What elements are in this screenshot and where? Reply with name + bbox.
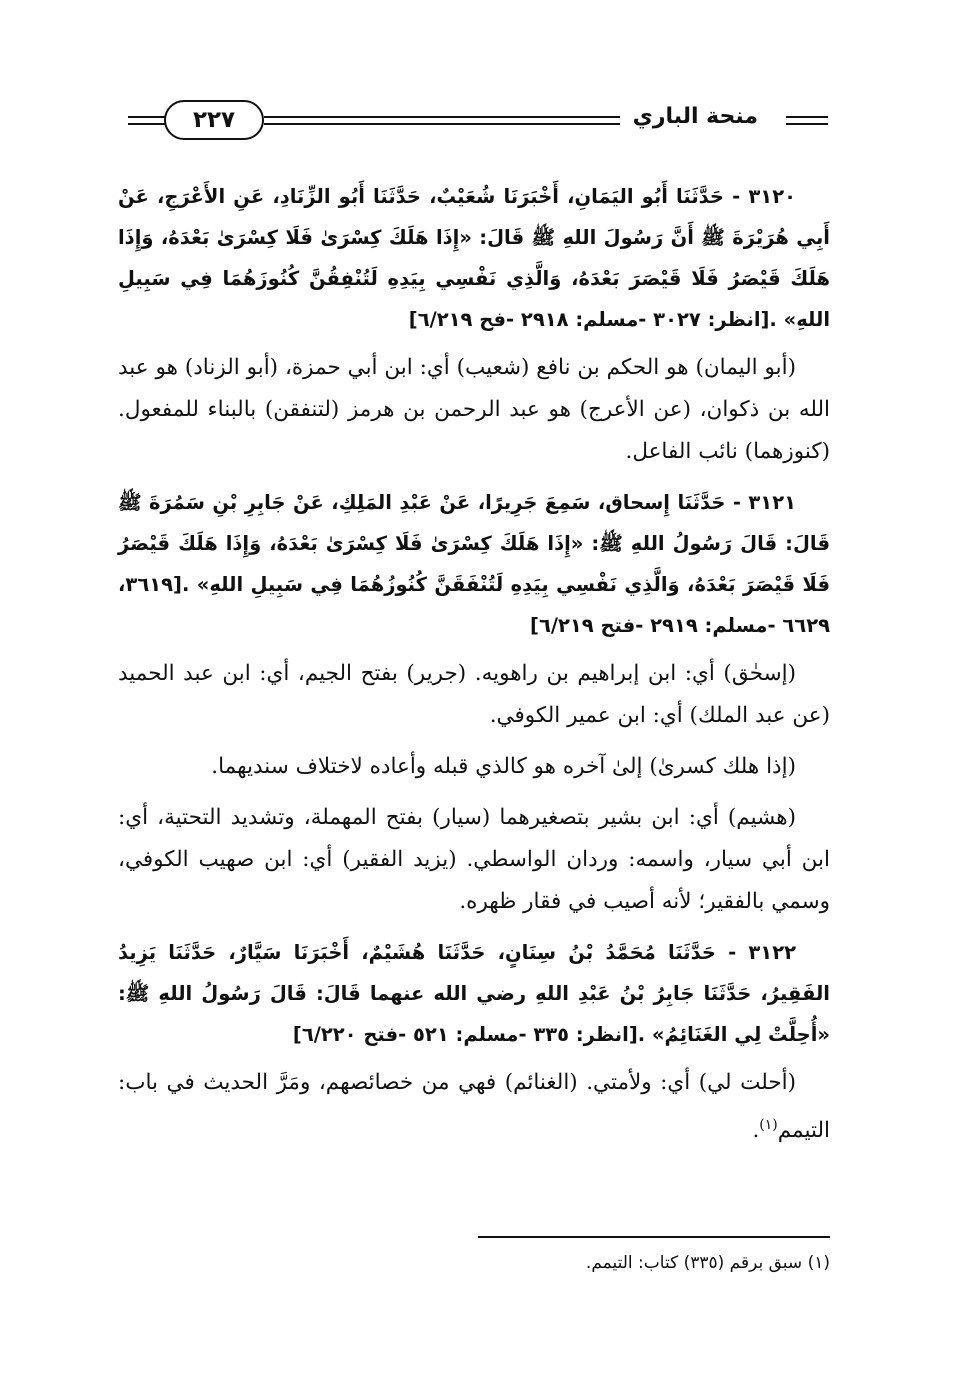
commentary-3121-narrators: (إسحٰق) أي: ابن إبراهيم بن راهويه. (جرير) بفتح الجيم، أي: ابن عبد الحميد (عن عبد الملك) أي: ابن عمير الكوفي. <box>118 661 830 728</box>
page-body <box>118 176 830 1161</box>
page-number <box>164 100 264 140</box>
header-rule-left-bottom <box>128 123 168 125</box>
page-number-text: ٢٢٧ <box>192 107 236 133</box>
footnote-marker: (١) <box>759 1117 778 1133</box>
header-rule-middle-bottom <box>264 123 620 125</box>
header-rule-left-top <box>128 116 168 118</box>
commentary-3122 <box>118 1062 830 1152</box>
commentary-3122-narrators: (هشيم) أي: ابن بشير بتصغيرهما (سيار) بفتح المهملة، وتشديد التحتية، أي: ابن أبي سيار، واسمه: وردان الواسطي. (يزيد الفقير) أي: ابن صهيب الكوفي، وسمي بالفقير؛ لأنه أصيب في فقار ظهره. <box>118 805 830 914</box>
footnote: (١) سبق برقم (٣٣٥) كتاب: التيمم. <box>585 1253 830 1273</box>
header-rule-right-top <box>786 116 828 118</box>
commentary-3122-tail: . <box>752 1118 760 1144</box>
running-title: منحة الباري <box>632 104 758 129</box>
commentary-3120: (أبو اليمان) هو الحكم بن نافع (شعيب) أي: ابن أبي حمزة، (أبو الزناد) هو عبد الله بن ذكوان، (عن الأعرج) هو عبد الرحمن بن هرمز (لتنفقن) بالبناء للمفعول. (كنوزهما) نائب الفاعل. <box>118 355 830 464</box>
hadith-3120: ٣١٢٠ - حَدَّثَنَا أَبُو اليَمَانِ، أَخْبَرَنَا شُعَيْبٌ، حَدَّثَنَا أَبُو الزِّنَادِ، عَنِ الأَعْرَجِ، عَنْ أَبِي هُرَيْرَةَ ﷺ أَنَّ رَسُولَ اللهِ ﷺ قَالَ: «إِذَا هَلَكَ كِسْرَىٰ فَلَا كِسْرَىٰ بَعْدَهُ، وَإِذَا هَلَكَ قَيْصَرُ فَلَا قَيْصَرَ بَعْدَهُ، وَالَّذِي نَفْسِي بِيَدِهِ لَتُنْفِقُنَّ كُنُوزَهُمَا فِي سَبِيلِ اللهِ» .[انظر: ٣٠٢٧ -مسلم: ٢٩١٨ -فح ٦/٢١٩] <box>118 185 830 331</box>
commentary-3122-text: (أحلت لي) أي: ولأمتي. (الغنائم) فهي من خصائصهم، ومَرَّ الحديث في باب: التيمم <box>118 1070 830 1144</box>
hadith-3122: ٣١٢٢ - حَدَّثَنَا مُحَمَّدُ بْنُ سِنَانٍ، حَدَّثَنَا هُشَيْمٌ، أَخْبَرَنَا سَيَّارٌ، حَدَّثَنَا يَزِيدُ الفَقِيرُ، حَدَّثَنَا جَابِرُ بْنُ عَبْدِ اللهِ رضي الله عنهما قَالَ: قَالَ رَسُولُ اللهِ ﷺ: «أُحِلَّتْ لِي الغَنَائِمُ» .[انظر: ٣٣٥ -مسلم: ٥٢١ -فتح ٦/٢٢٠] <box>118 941 830 1046</box>
header-rule-middle-top <box>264 116 620 118</box>
commentary-3121-text: (إذا هلك كسرىٰ) إلىٰ آخره هو كالذي قبله وأعاده لاختلاف سنديهما. <box>211 754 796 779</box>
footnote-rule <box>478 1236 830 1238</box>
running-header <box>128 96 828 146</box>
hadith-3121: ٣١٢١ - حَدَّثَنَا إِسحاق، سَمِعَ جَرِيرًا، عَنْ عَبْدِ المَلِكِ، عَنْ جَابِرِ بْنِ سَمُرَةَ ﷺ قَالَ: قَالَ رَسُولُ اللهِ ﷺ: «إِذَا هَلَكَ كِسْرَىٰ فَلَا كِسْرَىٰ بَعْدَهُ، وَإِذَا هَلَكَ قَيْصَرُ فَلَا قَيْصَرَ بَعْدَهُ، وَالَّذِي نَفْسِي بِيَدِهِ لَتُنْفَقَنَّ كُنُوزُهُمَا فِي سَبِيلِ اللهِ» .[٣٦١٩، ٦٦٢٩ -مسلم: ٢٩١٩ -فتح ٦/٢١٩] <box>118 491 830 637</box>
header-rule-right-bottom <box>786 123 828 125</box>
